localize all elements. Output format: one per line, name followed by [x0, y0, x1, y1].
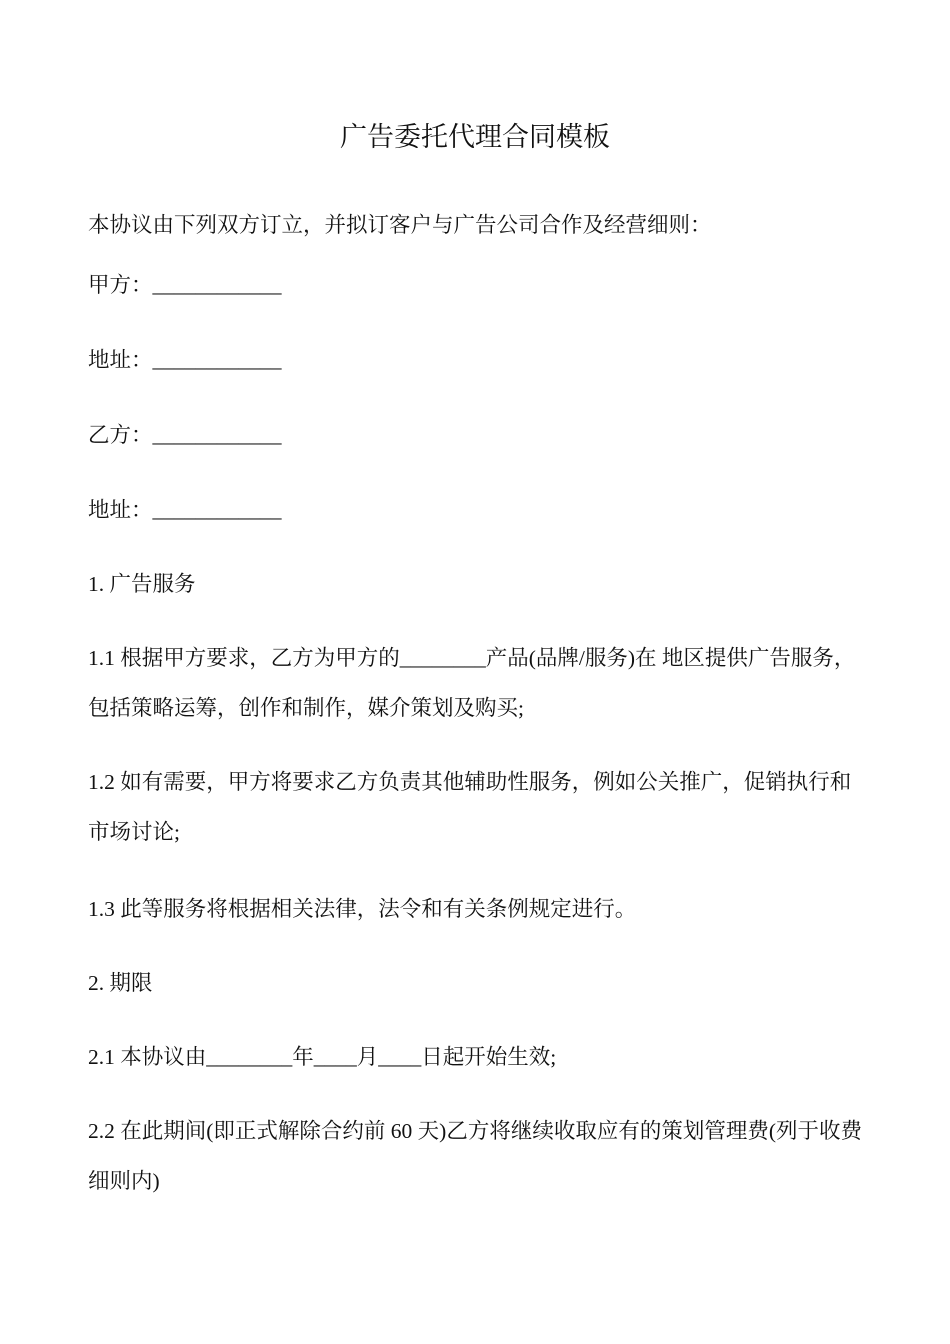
clause-2-1: 2.1 本协议由________年____月____日起开始生效; [88, 1045, 557, 1069]
party-b-field: 乙方：____________ [88, 423, 282, 447]
document-title: 广告委托代理合同模板 [340, 122, 610, 153]
intro-paragraph: 本协议由下列双方订立，并拟订客户与广告公司合作及经营细则： [88, 213, 712, 237]
section-heading-advertising-service: 1. 广告服务 [88, 572, 196, 596]
clause-2-2: 2.2 在此期间(即正式解除合约前 60 天)乙方将继续收取应有的策划管理费(列于收费细则内) [88, 1119, 862, 1193]
party-b-address-field: 地址：____________ [88, 498, 282, 522]
party-a-field: 甲方：____________ [88, 273, 282, 297]
clause-1-3: 1.3 此等服务将根据相关法律，法令和有关条例规定进行。 [88, 897, 637, 921]
section-heading-term: 2. 期限 [88, 971, 153, 995]
clause-1-1: 1.1 根据甲方要求，乙方为甲方的________产品(品牌/服务)在 地区提供广告服务，包括策略运筹，创作和制作，媒介策划及购买; [88, 646, 856, 720]
clause-1-2: 1.2 如有需要，甲方将要求乙方负责其他辅助性服务，例如公关推广，促销执行和市场讨论; [88, 770, 852, 844]
party-a-address-field: 地址：____________ [88, 348, 282, 372]
